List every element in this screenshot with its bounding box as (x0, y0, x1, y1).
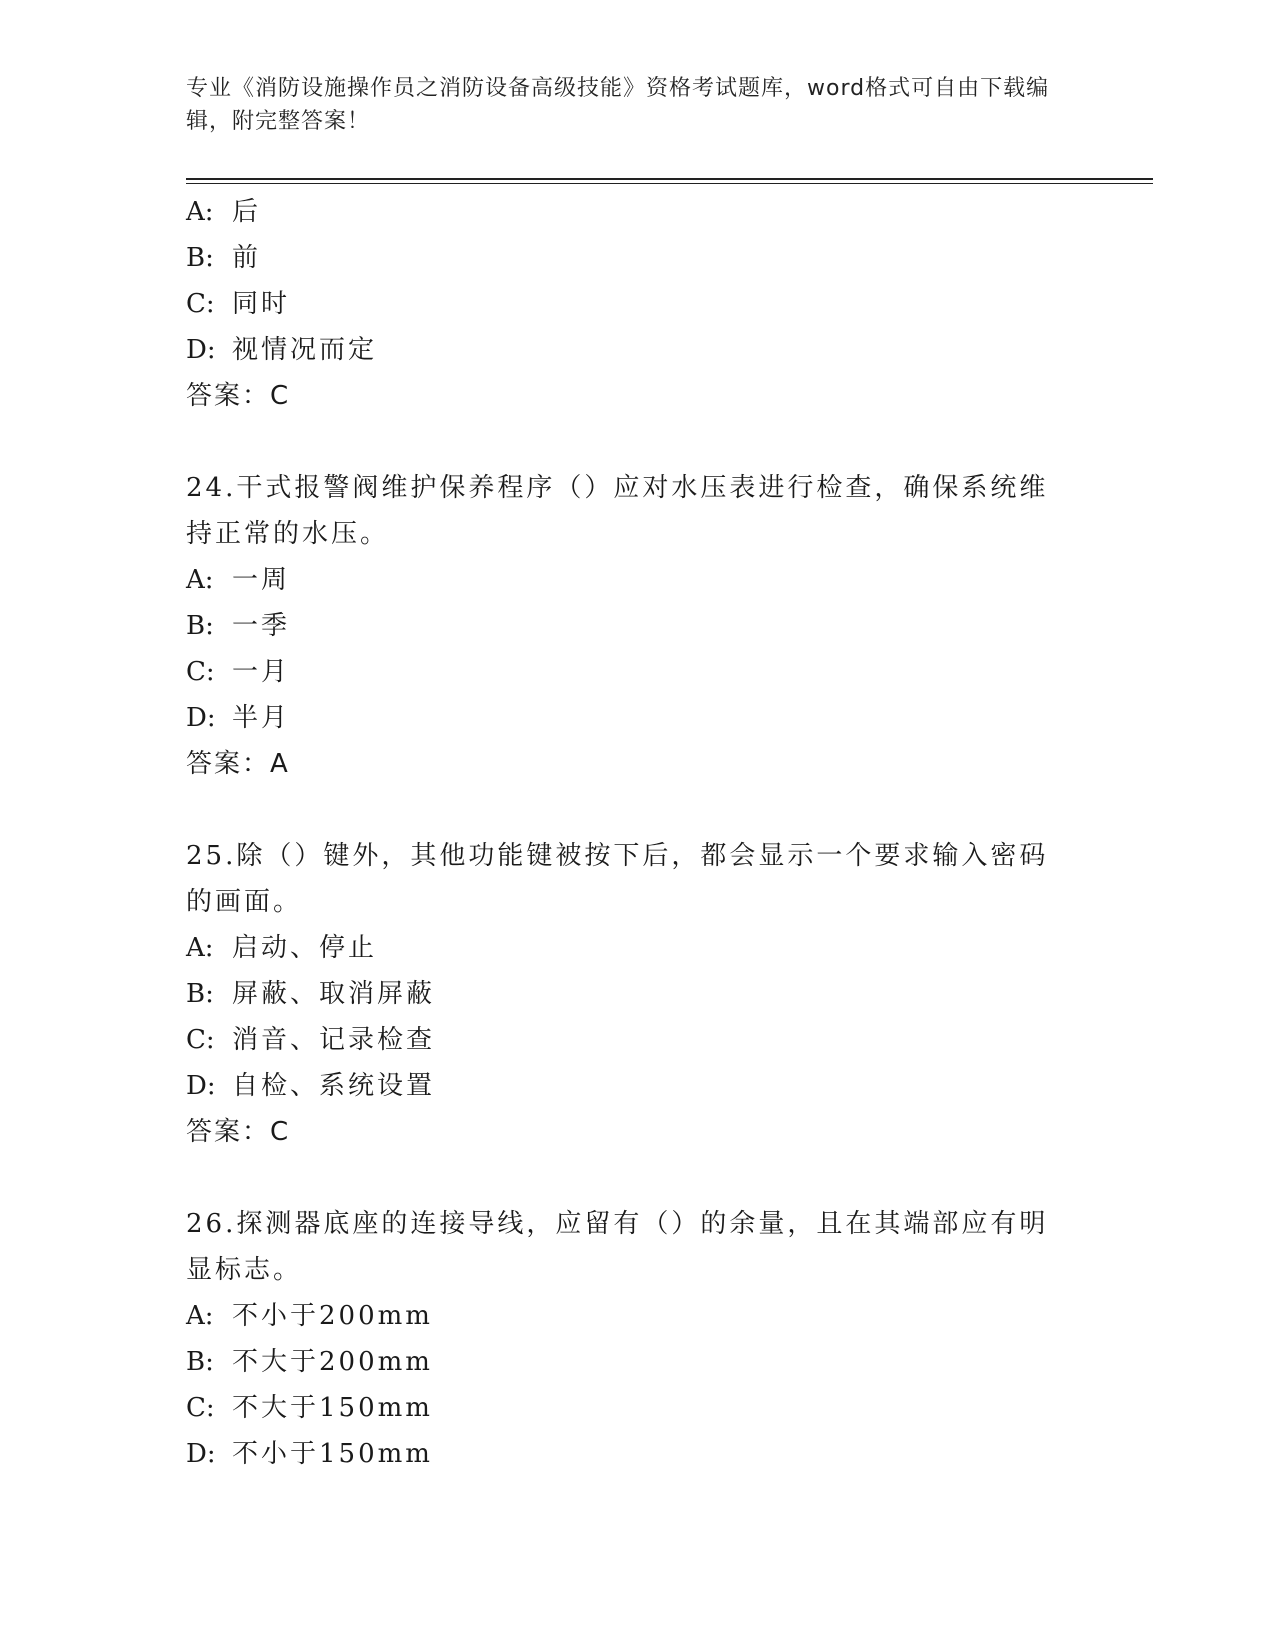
answer-line: 答案：C (186, 381, 291, 411)
question-23-continued (186, 189, 1086, 419)
question-24 (186, 465, 1086, 787)
answer-line: 答案：A (186, 749, 290, 779)
option-d: D: 视情况而定 (186, 335, 378, 365)
spacer (186, 1155, 1086, 1201)
option-d: D: 不小于150mm (186, 1439, 433, 1469)
option-c: C: 一月 (186, 657, 291, 687)
spacer (186, 419, 1086, 465)
option-a: A: 不小于200mm (186, 1301, 433, 1331)
option-b: B: 前 (186, 243, 262, 273)
option-a: A: 后 (186, 197, 262, 227)
document-body (186, 189, 1086, 1477)
question-stem: 25.除（）键外，其他功能键被按下后，都会显示一个要求输入密码的画面。 (186, 841, 1049, 917)
question-25 (186, 833, 1086, 1155)
question-26 (186, 1201, 1086, 1477)
header-divider-thin (186, 183, 1153, 184)
option-c: C: 同时 (186, 289, 291, 319)
option-a: A: 一周 (186, 565, 291, 595)
option-b: B: 屏蔽、取消屏蔽 (186, 979, 436, 1009)
spacer (186, 787, 1086, 833)
option-d: D: 自检、系统设置 (186, 1071, 436, 1101)
option-c: C: 消音、记录检查 (186, 1025, 436, 1055)
option-b: B: 一季 (186, 611, 291, 641)
option-b: B: 不大于200mm (186, 1347, 433, 1377)
question-stem: 24.干式报警阀维护保养程序（）应对水压表进行检查，确保系统维持正常的水压。 (186, 473, 1049, 549)
option-d: D: 半月 (186, 703, 291, 733)
document-header: 专业《消防设施操作员之消防设备高级技能》资格考试题库，word格式可自由下载编辑，附完整答案！ (186, 76, 1050, 134)
answer-line: 答案：C (186, 1117, 291, 1147)
question-stem: 26.探测器底座的连接导线，应留有（）的余量，且在其端部应有明显标志。 (186, 1209, 1049, 1285)
header-divider (186, 178, 1153, 180)
option-a: A: 启动、停止 (186, 933, 378, 963)
option-c: C: 不大于150mm (186, 1393, 433, 1423)
